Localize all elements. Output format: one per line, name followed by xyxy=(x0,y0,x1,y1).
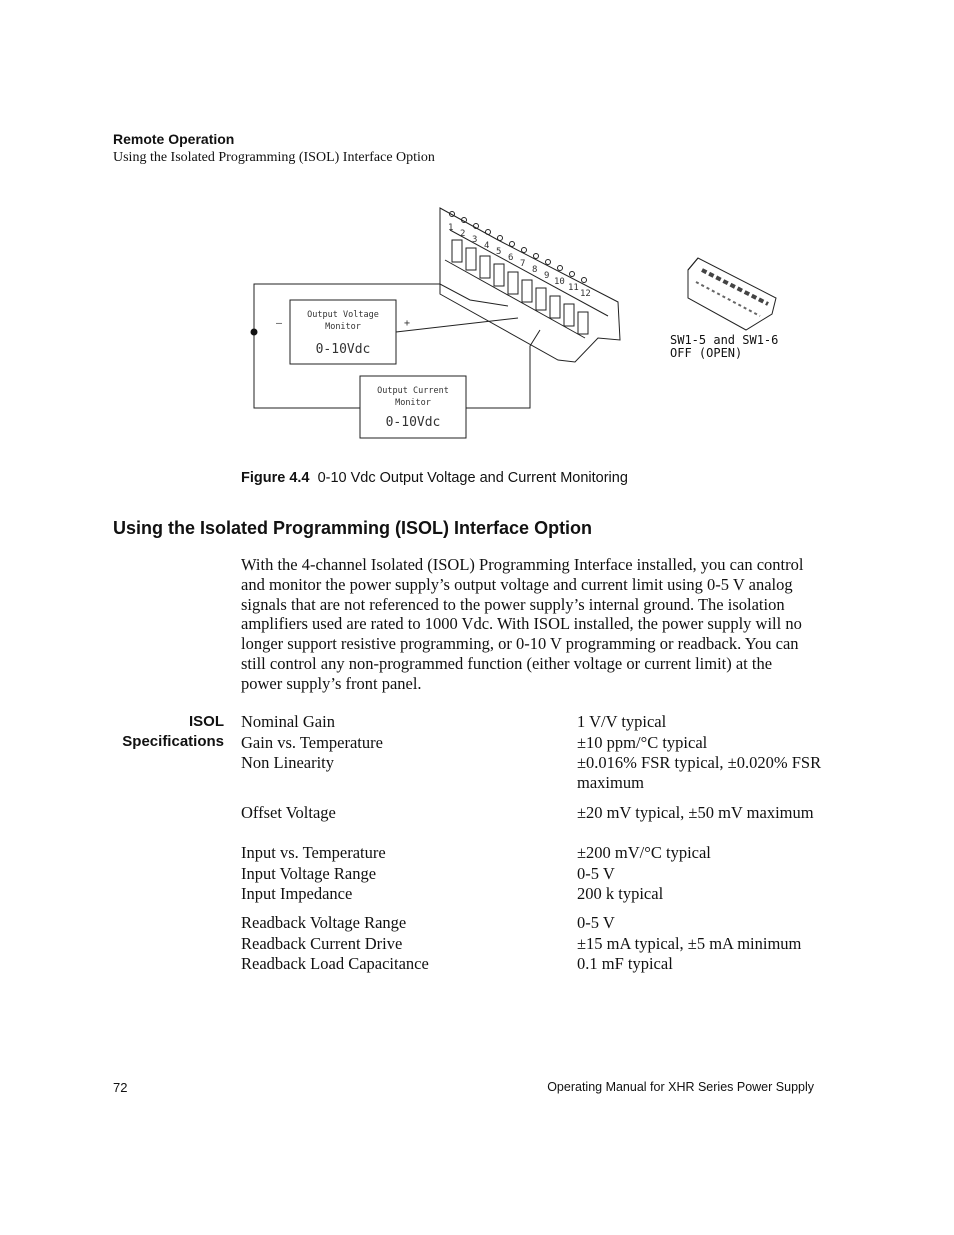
terminal-number: 8 xyxy=(532,265,538,275)
spec-value: ±0.016% FSR typical, ±0.020% FSR maximum xyxy=(577,753,822,792)
spec-name: Readback Voltage Range xyxy=(241,913,407,932)
spec-name: Input vs. Temperature xyxy=(241,843,386,862)
plus-sign: + xyxy=(404,318,411,329)
current-monitor-label-2: Monitor xyxy=(395,398,431,408)
current-monitor-label-1: Output Current xyxy=(377,386,449,396)
spec-value: 0.1 mF typical xyxy=(577,954,673,973)
spec-name: Nominal Gain xyxy=(241,712,335,731)
switch-note-line1: SW1-5 and SW1-6 xyxy=(670,333,779,347)
spec-value: ±15 mA typical, ±5 mA minimum xyxy=(577,934,802,953)
spec-name: Readback Load Capacitance xyxy=(241,954,429,973)
terminal-number: 9 xyxy=(544,271,550,281)
ground-node-icon xyxy=(251,329,258,336)
wire-voltage-plus xyxy=(396,318,518,332)
spec-side-label xyxy=(100,712,224,752)
section-heading: Using the Isolated Programming (ISOL) Interface Option xyxy=(113,518,593,538)
spec-label-line1: ISOL xyxy=(188,713,224,730)
terminal-number: 4 xyxy=(484,241,490,251)
body-paragraph: With the 4-channel Isolated (ISOL) Programming Interface installed, you can control and monitor the power supply’s output voltage and current limit using 0-5 V analog signals that are not referenced to the power supply’s internal ground. The isolation amplifiers used are rated to 1000 Vdc. With ISOL installed, the power supply will no longer support resistive programming, or 0-10 V programming or readback. You can still control any non-programmed function (either voltage or current limit) at the power supply’s front panel. xyxy=(241,555,804,693)
spec-value: ±200 mV/°C typical xyxy=(577,843,711,862)
current-monitor-range: 0-10Vdc xyxy=(385,415,441,430)
spec-value: 1 V/V typical xyxy=(577,712,667,731)
voltage-monitor-range: 0-10Vdc xyxy=(315,342,371,357)
wiring-figure xyxy=(240,200,800,450)
switch-note-line2: OFF (OPEN) xyxy=(670,346,743,360)
figure-caption-text: 0-10 Vdc Output Voltage and Current Monitoring xyxy=(317,470,628,486)
spec-name: Readback Current Drive xyxy=(241,934,403,953)
voltage-monitor-label-1: Output Voltage xyxy=(307,310,379,320)
figure-caption xyxy=(241,470,628,486)
spec-value: ±10 ppm/°C typical xyxy=(577,733,708,752)
spec-name: Offset Voltage xyxy=(241,803,336,822)
spec-name: Input Impedance xyxy=(241,884,353,903)
terminal-number: 3 xyxy=(472,235,478,245)
spec-value: 200 k typical xyxy=(577,884,664,903)
dip-switch-icon xyxy=(688,258,776,330)
wire-ground-top xyxy=(254,284,508,332)
spec-value: 0-5 V xyxy=(577,864,615,883)
spec-label-line2: Specifications xyxy=(122,733,224,750)
spec-value: ±20 mV typical, ±50 mV maximum xyxy=(577,803,814,822)
terminal-number: 12 xyxy=(580,289,591,299)
terminal-number: 1 xyxy=(448,223,454,233)
terminal-number: 11 xyxy=(568,283,579,293)
terminal-number: 7 xyxy=(520,259,526,269)
terminal-number: 2 xyxy=(460,229,466,239)
wire-current-plus xyxy=(466,330,540,408)
spec-name: Non Linearity xyxy=(241,753,335,772)
voltage-monitor-label-2: Monitor xyxy=(325,322,361,332)
terminal-number: 5 xyxy=(496,247,502,257)
terminal-block-outline xyxy=(440,208,620,362)
spec-value: 0-5 V xyxy=(577,913,615,932)
spec-name: Input Voltage Range xyxy=(241,864,377,883)
running-head-subtitle: Using the Isolated Programming (ISOL) Interface Option xyxy=(113,150,435,165)
footer-manual-title: Operating Manual for XHR Series Power Supply xyxy=(547,1080,814,1094)
terminal-number: 6 xyxy=(508,253,514,263)
figure-caption-label: Figure 4.4 xyxy=(241,470,310,486)
terminal-number: 10 xyxy=(554,277,565,287)
spec-name: Gain vs. Temperature xyxy=(241,733,383,752)
minus-sign: — xyxy=(276,318,283,329)
page-number: 72 xyxy=(113,1080,128,1095)
running-head-title: Remote Operation xyxy=(113,131,235,147)
wiring-diagram xyxy=(240,200,800,450)
